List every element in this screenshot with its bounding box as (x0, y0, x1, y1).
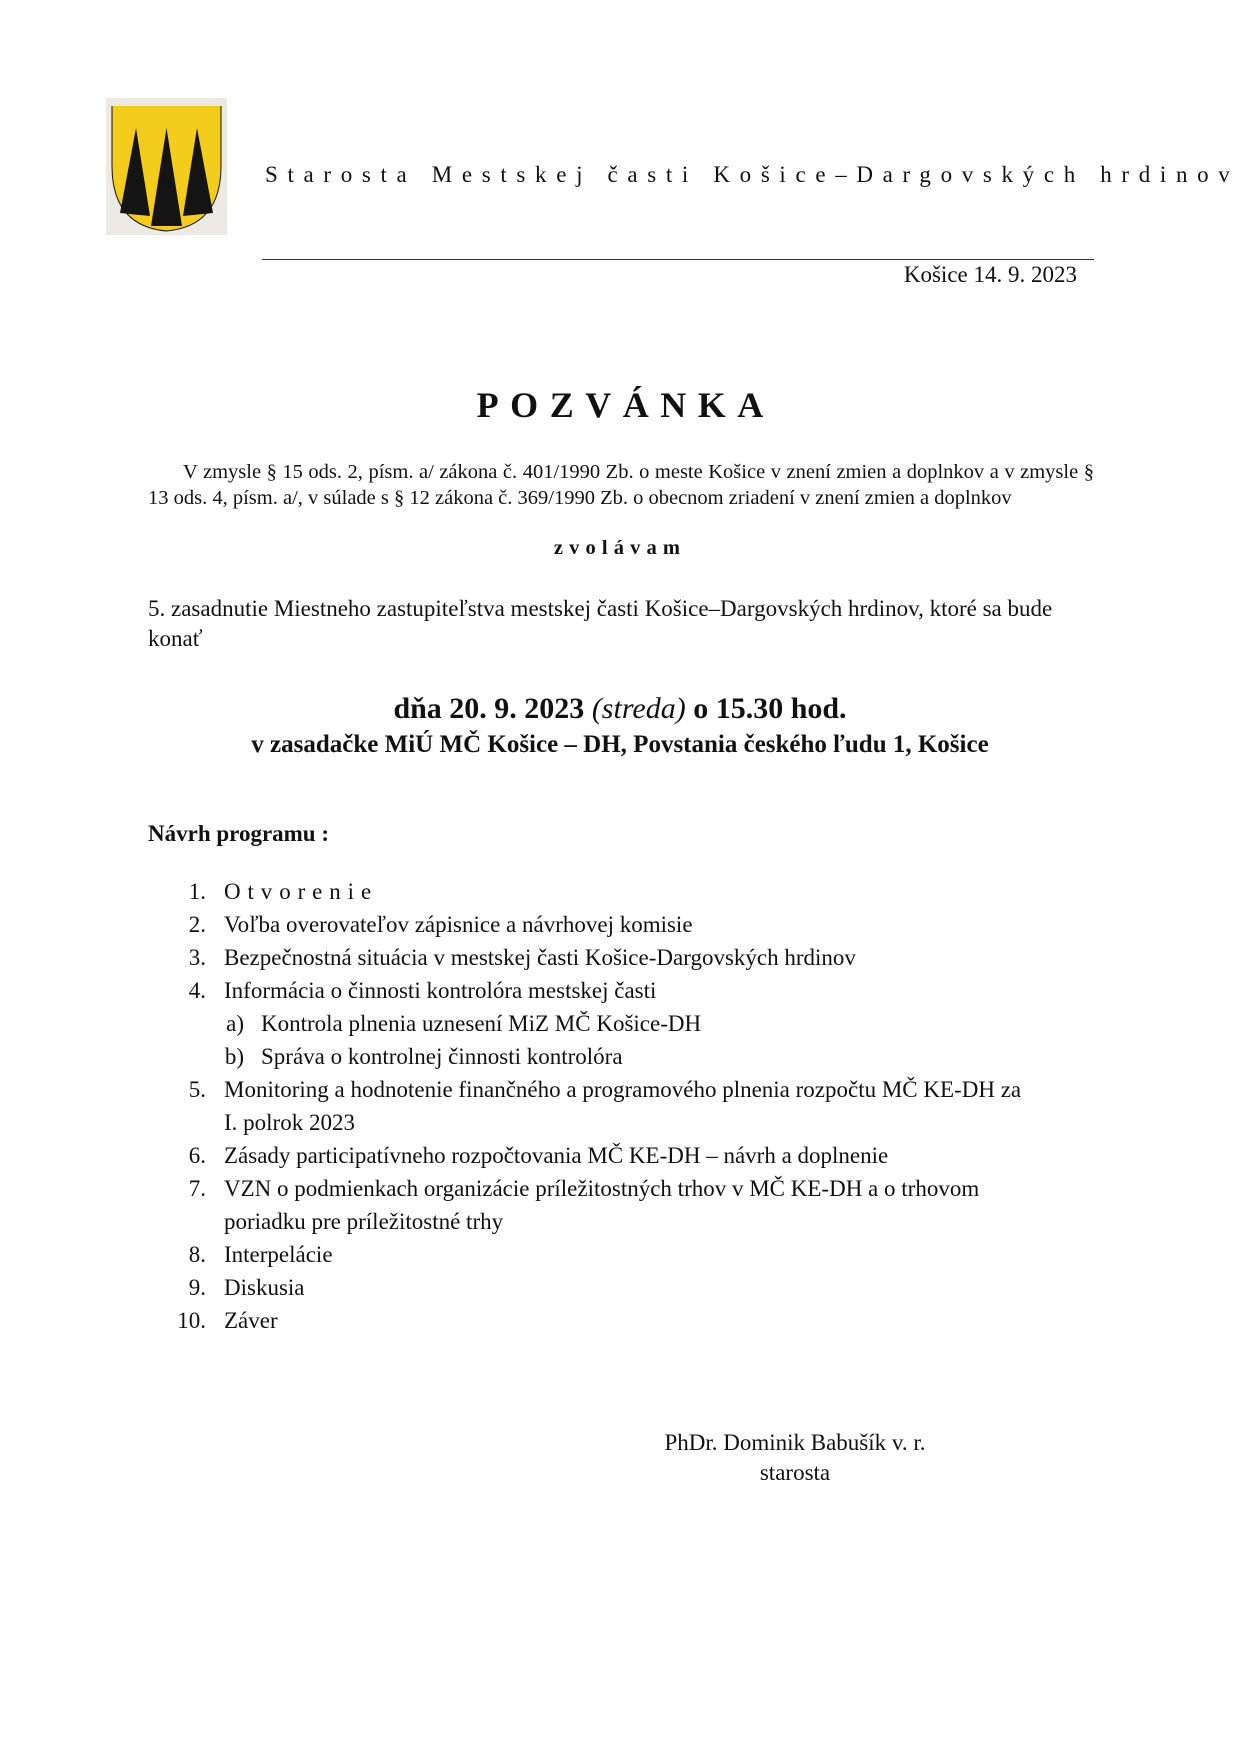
meeting-time: o 15.30 hod. (685, 692, 847, 725)
agenda-item-text: Zásady participatívneho rozpočtovania MČ KE-DH – návrh a doplnenie (224, 1143, 889, 1168)
agenda-subitem (148, 1007, 1094, 1040)
meeting-weekday: (streda) (591, 692, 686, 725)
agenda-item-text: Interpelácie (224, 1242, 333, 1267)
issuing-authority: Starosta Mestskej časti Košice–Dargovských hrdinov (265, 162, 1240, 187)
agenda-item-text: Monitoring a hodnotenie finančného a programového plnenia rozpočtu MČ KE-DH za (224, 1077, 1022, 1102)
signature-block (630, 1428, 960, 1488)
agenda-item-number: 2. (188, 912, 206, 937)
agenda-item-number: 4. (188, 978, 206, 1003)
meeting-date: dňa 20. 9. 2023 (393, 692, 592, 725)
agenda-item-number: 7. (188, 1176, 206, 1201)
agenda-item-text: I. polrok 2023 (224, 1110, 355, 1135)
agenda-item-number: 3. (188, 945, 206, 970)
agenda-item-text: Otvorenie (224, 879, 379, 904)
agenda-item (148, 1139, 1094, 1172)
agenda-item-number: 9. (188, 1275, 206, 1300)
agenda-item (148, 1172, 1094, 1205)
legal-basis (148, 459, 1094, 511)
convene-word: zvolávam (553, 537, 687, 559)
agenda-item (148, 941, 1094, 974)
agenda-subitem-letter: b) (224, 1044, 244, 1069)
agenda-item (148, 1304, 1094, 1337)
sitting-description: 5. zasadnutie Miestneho zastupiteľstva mestskej časti Košice–Dargovských hrdinov, ktoré sa bude konať (148, 596, 1053, 651)
document-title: POZVÁNKA (476, 385, 775, 425)
agenda-subitem-letter: a) (226, 1011, 244, 1036)
agenda-item (148, 875, 1094, 908)
coat-of-arms-icon (106, 98, 227, 235)
agenda-item-number (148, 1106, 224, 1139)
agenda-item-text: Diskusia (224, 1275, 305, 1300)
agenda-item (148, 908, 1094, 941)
meeting-venue: v zasadačke MiÚ MČ Košice – DH, Povstania českého ľudu 1, Košice (251, 731, 989, 758)
agenda-item-text: VZN o podmienkach organizácie príležitostných trhov v MČ KE-DH a o trhovom (224, 1176, 980, 1201)
agenda-item-continuation (148, 1106, 1094, 1139)
header-divider (262, 259, 1094, 260)
place-and-date: Košice 14. 9. 2023 (903, 262, 1077, 287)
agenda-item-text: Bezpečnostná situácia v mestskej časti Košice-Dargovských hrdinov (224, 945, 856, 970)
agenda-list (148, 875, 1094, 1337)
agenda-item-text: poriadku pre príležitostné trhy (224, 1209, 504, 1234)
agenda-item (148, 1238, 1094, 1271)
agenda-item-text: Informácia o činnosti kontrolóra mestskej časti (224, 978, 657, 1003)
signatory-name: PhDr. Dominik Babušík v. r. (664, 1430, 926, 1455)
legal-basis-text: V zmysle § 15 ods. 2, písm. a/ zákona č. 401/1990 Zb. o meste Košice v znení zmien a doplnkov a v zmysle § 13 ods. 4, písm. a/, v súlade s § 12 zákona č. 369/1990 Zb. o obecnom zriadení v znení zmien a doplnkov (148, 461, 1094, 509)
signatory-role: starosta (759, 1460, 831, 1485)
agenda-title: Návrh programu : (148, 821, 330, 846)
agenda-item-text: Voľba overovateľov zápisnice a návrhovej komisie (224, 912, 693, 937)
agenda-item (148, 974, 1094, 1007)
agenda-subitem-text: Kontrola plnenia uznesení MiZ MČ Košice-DH (261, 1011, 702, 1036)
agenda-item-number: 6. (188, 1143, 206, 1168)
agenda-item (148, 1271, 1094, 1304)
agenda-subitem (148, 1040, 1094, 1073)
agenda-item-continuation (148, 1205, 1094, 1238)
agenda-item-number: 10. (177, 1308, 206, 1333)
agenda-item-text: Záver (224, 1308, 278, 1333)
agenda-item-number: 8. (188, 1242, 206, 1267)
agenda-item-number (148, 1205, 224, 1238)
agenda-subitem-text: Správa o kontrolnej činnosti kontrolóra (261, 1044, 623, 1069)
agenda-item (148, 1073, 1094, 1106)
meeting-date-time (0, 692, 1240, 726)
agenda-item-number: 1. (188, 879, 206, 904)
agenda-item-number: 5. (188, 1077, 206, 1102)
